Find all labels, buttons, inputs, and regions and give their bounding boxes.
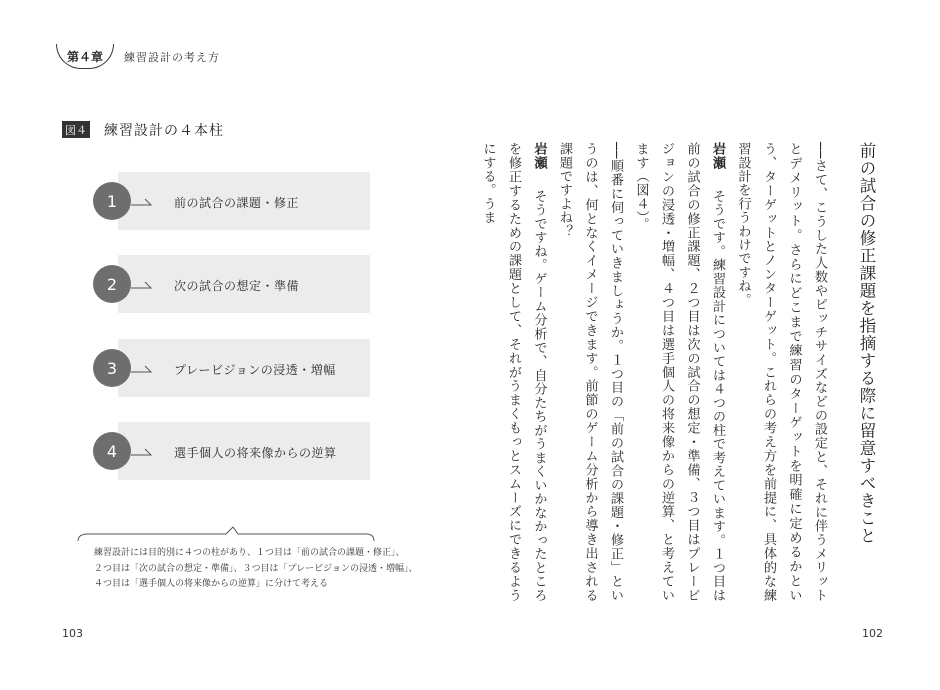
- pillar-text-3: プレービジョンの浸透・増幅: [174, 363, 336, 377]
- paragraph: [552, 142, 629, 602]
- paragraph-text: ──順番に伺っていきましょうか。１つ目の「前の試合の課題・修正」というのは、何となくイメージできます。前節のゲーム分析から導き出される課題ですよね？: [557, 142, 623, 602]
- article-heading: 前の試合の修正課題を指摘する際に留意すべきこと: [857, 142, 876, 545]
- pillar-arrow-icon: [131, 363, 157, 377]
- paragraph-text: ──さて、こうした人数やピッチサイズなどの設定と、それに伴うメリットとデメリット。さらにどこまで練習のターゲットを明確に定めるかという、ターゲットとノンターゲット。これらの考え方を前提に、具体的な練習設計を行うわけですね。: [735, 142, 827, 602]
- paragraph: [628, 142, 730, 602]
- pillar-text-4: 選手個人の将来像からの逆算: [174, 446, 337, 460]
- pillar-text-1: 前の試合の課題・修正: [174, 196, 300, 210]
- paragraph: [475, 142, 552, 602]
- caption-line: 練習設計には目的別に４つの柱があり、１つ目は「前の試合の課題・修正」、: [94, 548, 405, 558]
- pillar-arrow-icon: [131, 196, 157, 210]
- page-number-right: 102: [862, 627, 883, 640]
- paragraph: [730, 142, 832, 602]
- figure-title: 練習設計の４本柱: [104, 123, 224, 139]
- caption-line: ２つ目は「次の試合の想定・準備」、３つ目は「プレービジョンの浸透・増幅」、: [94, 563, 418, 574]
- speaker-name: 岩瀬: [710, 142, 725, 170]
- page-number-left: 103: [62, 627, 83, 640]
- pillar-number-2: 2: [93, 265, 131, 303]
- paragraph-text: そうです。練習設計については４つの柱で考えています。１つ目は前の試合の修正課題、２つ目は次の試合の想定・準備、３つ目はプレービジョンの浸透・増幅、４つ目は選手個人の将来像からの逆算、と考えています（図４）。: [633, 142, 725, 603]
- pillar-number-4: 4: [93, 432, 131, 470]
- pillar-arrow-icon: [131, 446, 157, 460]
- chapter-tab: [56, 44, 114, 69]
- figure-caption: [94, 546, 418, 593]
- speaker-name: 岩瀬: [531, 142, 547, 170]
- caption-line: ４つ目は「選手個人の将来像からの逆算」に分けて考える: [94, 579, 329, 589]
- pillar-text-2: 次の試合の想定・準備: [174, 279, 300, 293]
- pillar-number-1: 1: [93, 182, 131, 220]
- paragraph-text: そうですね。ゲーム分析で、自分たちがうまくいかなかったところを修正するための課題として、それがうまくもっとスムーズにできるようにする。うま: [480, 142, 547, 603]
- chapter-title: 練習設計の考え方: [124, 51, 220, 64]
- chapter-label: 第４章: [66, 49, 103, 64]
- pillar-number-3: 3: [93, 349, 131, 387]
- caption-bracket: [76, 526, 376, 542]
- figure-label: 図４: [62, 121, 90, 138]
- pillar-arrow-icon: [131, 279, 157, 293]
- article-body: [480, 142, 878, 603]
